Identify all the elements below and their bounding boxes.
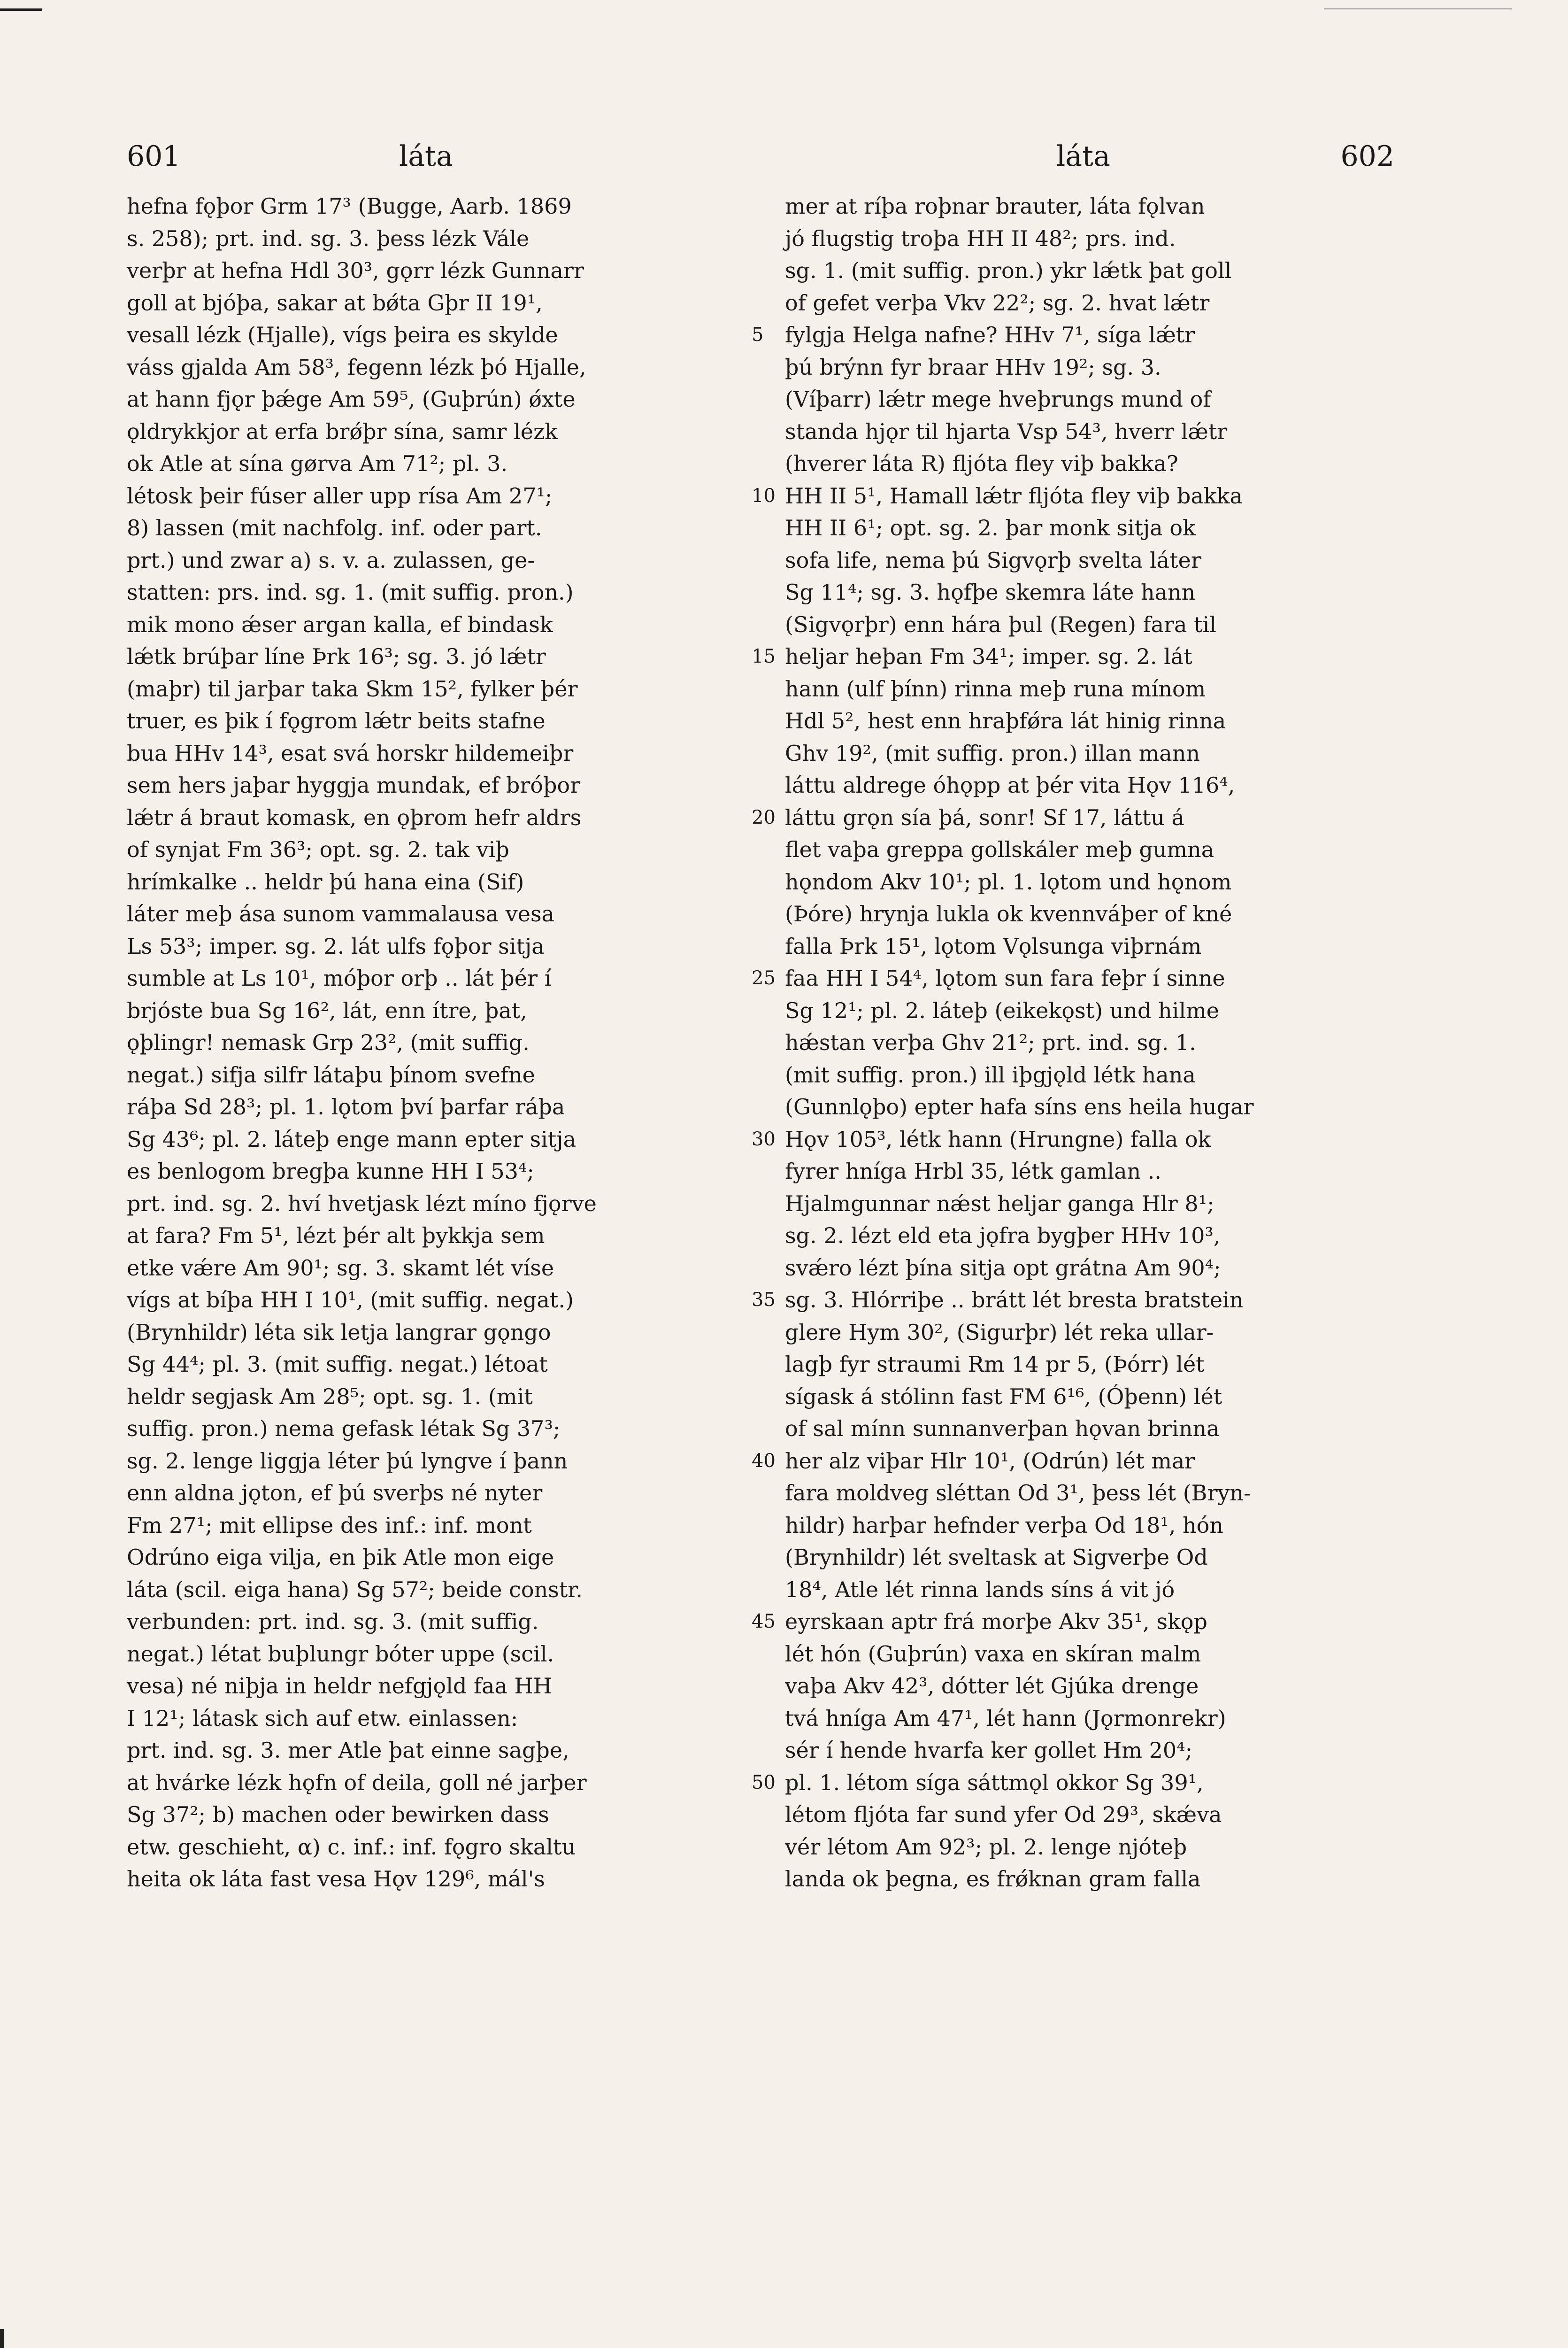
line-number: 45 [752, 1611, 776, 1632]
text-line: Ls 53³; imper. sg. 2. lát ulfs fǫþor sitja [127, 933, 545, 959]
text-line: etw. geschieht, α) c. inf.: inf. fǫgro skaltu [127, 1834, 576, 1860]
text-line: of sal mínn sunnanverþan hǫvan brinna [785, 1416, 1220, 1441]
left-text-column [127, 190, 740, 1895]
text-line: ok Atle at sína gørva Am 71²; pl. 3. [127, 451, 508, 476]
text-line: hǫndom Akv 10¹; pl. 1. lǫtom und hǫnom [785, 869, 1232, 895]
text-line: heljar heþan Fm 34¹; imper. sg. 2. lát [785, 644, 1192, 669]
line-number: 15 [752, 646, 776, 667]
text-line: sér í hende hvarfa ker gollet Hm 20⁴; [785, 1738, 1193, 1763]
text-line: Sg 11⁴; sg. 3. hǫfþe skemra láte hann [785, 579, 1196, 605]
text-line: tvá hníga Am 47¹, lét hann (Jǫrmonrekr) [785, 1705, 1226, 1731]
line-number: 30 [752, 1128, 776, 1150]
text-line: sem hers jaþar hyggja mundak, ef bróþor [127, 772, 581, 798]
text-line: at hvárke lézk hǫfn of deila, goll né jarþer [127, 1769, 587, 1795]
text-line: láttu grǫn sía þá, sonr! Sf 17, láttu á [785, 804, 1184, 830]
text-line: verþr at hefna Hdl 30³, gǫrr lézk Gunnarr [127, 258, 584, 283]
text-line: truer, es þik í fǫgrom lǽtr beits stafne [127, 708, 546, 734]
text-line: (Brynhildr) léta sik letja langrar gǫngo [127, 1319, 551, 1345]
text-line: bua HHv 14³, esat svá horskr hildemeiþr [127, 740, 574, 766]
text-line: sg. 2. lenge liggja léter þú lyngve í þann [127, 1448, 568, 1474]
text-line: (hverer láta R) fljóta fley viþ bakka? [785, 451, 1178, 476]
text-line: létom fljóta far sund yfer Od 29³, skǽva [785, 1802, 1222, 1827]
text-line: vígs at bíþa HH I 10¹, (mit suffig. negat.) [127, 1287, 574, 1313]
text-line: jó flugstig troþa HH II 48²; prs. ind. [785, 225, 1176, 251]
text-line: glere Hym 30², (Sigurþr) lét reka ullar- [785, 1319, 1214, 1345]
top-edge-rule [0, 8, 42, 11]
text-line: fara moldveg sléttan Od 3¹, þess lét (Bryn- [785, 1480, 1251, 1506]
text-line: sg. 2. lézt eld eta jǫfra bygþer HHv 10³, [785, 1223, 1221, 1248]
page-number-right: 602 [1340, 140, 1394, 173]
line-number: 50 [752, 1771, 776, 1793]
text-line: faa HH I 54⁴, lǫtom sun fara feþr í sinne [785, 965, 1225, 991]
text-line: verbunden: prt. ind. sg. 3. (mit suffig. [127, 1609, 539, 1634]
text-line: prt. ind. sg. 3. mer Atle þat einne sagþe, [127, 1738, 569, 1763]
bottom-edge-mark [0, 2329, 4, 2348]
text-line: Hdl 5², hest enn hraþfǿra lát hinig rinna [785, 708, 1226, 734]
text-line: suffig. pron.) nema gefask létak Sg 37³; [127, 1416, 561, 1441]
text-line: negat.) sifja silfr látaþu þínom svefne [127, 1062, 535, 1088]
text-line: vesall lézk (Hjalle), vígs þeira es skylde [127, 322, 558, 348]
text-line: fylgja Helga nafne? HHv 7¹, síga lǽtr [785, 322, 1195, 348]
text-line: es benlogom bregþa kunne HH I 53⁴; [127, 1159, 534, 1184]
text-line: vesa) né niþja in heldr nefgjǫld faa HH [127, 1673, 552, 1699]
text-line: prt.) und zwar a) s. v. a. zulassen, ge- [127, 547, 535, 573]
text-line: ráþa Sd 28³; pl. 1. lǫtom því þarfar ráþa [127, 1094, 565, 1120]
page-number-left: 601 [127, 140, 181, 173]
text-line: enn aldna jǫton, ef þú sverþs né nyter [127, 1480, 543, 1506]
text-line: heita ok láta fast vesa Hǫv 129⁶, mál's [127, 1866, 545, 1892]
running-headword-left: láta [399, 140, 453, 173]
text-line: at fara? Fm 5¹, lézt þér alt þykkja sem [127, 1223, 545, 1248]
text-line: eyrskaan aptr frá morþe Akv 35¹, skǫp [785, 1609, 1207, 1634]
text-line: fyrer hníga Hrbl 35, létk gamlan .. [785, 1159, 1161, 1184]
text-line: at hann fjǫr þǽge Am 59⁵, (Guþrún) ǿxte [127, 386, 576, 412]
text-line: statten: prs. ind. sg. 1. (mit suffig. pron.) [127, 579, 574, 605]
text-line: mer at ríþa roþnar brauter, láta fǫlvan [785, 193, 1205, 219]
text-line: etke vǽre Am 90¹; sg. 3. skamt lét víse [127, 1255, 554, 1281]
text-line: landa ok þegna, es frǿknan gram falla [785, 1866, 1201, 1892]
text-line: hann (ulf þínn) rinna meþ runa mínom [785, 676, 1206, 702]
text-line: ǫþlingr! nemask Grp 23², (mit suffig. [127, 1030, 530, 1055]
text-line: ǫldrykkjor at erfa brǿþr sína, samr lézk [127, 418, 558, 444]
text-line: heldr segjask Am 28⁵; opt. sg. 1. (mit [127, 1383, 533, 1409]
text-line: vaþa Akv 42³, dótter lét Gjúka drenge [785, 1673, 1199, 1699]
text-line: hǽstan verþa Ghv 21²; prt. ind. sg. 1. [785, 1030, 1196, 1055]
text-line: 8) lassen (mit nachfolg. inf. oder part. [127, 515, 542, 541]
text-line: of synjat Fm 36³; opt. sg. 2. tak viþ [127, 837, 509, 862]
text-line: lǽtk brúþar líne Þrk 16³; sg. 3. jó lǽtr [127, 644, 546, 669]
text-line: (Þóre) hrynja lukla ok kvennváþer of kné [785, 901, 1232, 927]
text-line: þú brýnn fyr braar HHv 19²; sg. 3. [785, 354, 1161, 380]
text-line: (Sigvǫrþr) enn hára þul (Regen) fara til [785, 611, 1216, 637]
text-line: Sg 43⁶; pl. 2. láteþ enge mann epter sitja [127, 1126, 576, 1152]
line-number: 40 [752, 1450, 776, 1472]
text-line: hildr) harþar hefnder verþa Od 18¹, hón [785, 1512, 1223, 1538]
line-number: 25 [752, 967, 776, 989]
text-line: (Brynhildr) lét sveltask at Sigverþe Od [785, 1545, 1208, 1570]
line-number: 10 [752, 485, 776, 507]
text-line: svǽro lézt þína sitja opt grátna Am 90⁴; [785, 1255, 1221, 1281]
line-number: 35 [752, 1289, 776, 1311]
top-edge-rule-right [1324, 8, 1512, 9]
text-line: brjóste bua Sg 16², lát, enn ítre, þat, [127, 997, 527, 1023]
text-line: pl. 1. létom síga sáttmǫl okkor Sg 39¹, [785, 1769, 1204, 1795]
text-line: váss gjalda Am 58³, fegenn lézk þó Hjalle, [127, 354, 586, 380]
text-line: vér létom Am 92³; pl. 2. lenge njóteþ [785, 1834, 1187, 1860]
text-line: (Gunnlǫþo) epter hafa síns ens heila hugar [785, 1094, 1254, 1120]
text-line: hefna fǫþor Grm 17³ (Bugge, Aarb. 1869 [127, 193, 572, 219]
text-line: HH II 5¹, Hamall lǽtr fljóta fley viþ bakka [785, 483, 1243, 509]
text-line: Sg 44⁴; pl. 3. (mit suffig. negat.) létoat [127, 1352, 548, 1377]
text-line: negat.) létat buþlungr bóter uppe (scil. [127, 1641, 554, 1667]
text-line: goll at bjóþa, sakar at bǿta Gþr II 19¹, [127, 290, 543, 316]
right-text-column [785, 190, 1398, 1895]
text-line: láta (scil. eiga hana) Sg 57²; beide constr. [127, 1576, 583, 1602]
text-line: Hjalmgunnar nǽst heljar ganga Hlr 8¹; [785, 1190, 1214, 1216]
text-line: hrímkalke .. heldr þú hana eina (Sif) [127, 869, 524, 895]
page-header [127, 135, 1394, 178]
text-line: her alz viþar Hlr 10¹, (Odrún) lét mar [785, 1448, 1195, 1474]
line-number: 20 [752, 806, 776, 828]
text-line: lét hón (Guþrún) vaxa en skíran malm [785, 1641, 1201, 1667]
text-line: lǽtr á braut komask, en ǫþrom hefr aldrs [127, 804, 582, 830]
text-line: mik mono ǽser argan kalla, ef bindask [127, 611, 553, 637]
text-line: I 12¹; látask sich auf etw. einlassen: [127, 1705, 518, 1731]
text-line: falla Þrk 15¹, lǫtom Vǫlsunga viþrnám [785, 933, 1202, 959]
text-line: (Víþarr) lǽtr mege hveþrungs mund of [785, 386, 1211, 412]
text-line: Ghv 19², (mit suffig. pron.) illan mann [785, 740, 1200, 766]
text-line: láttu aldrege óhǫpp at þér vita Hǫv 116⁴, [785, 772, 1235, 798]
text-line: sg. 3. Hlórriþe .. brátt lét bresta bratstein [785, 1287, 1244, 1313]
text-line: lagþ fyr straumi Rm 14 pr 5, (Þórr) lét [785, 1352, 1205, 1377]
text-line: láter meþ ása sunom vammalausa vesa [127, 901, 554, 927]
text-line: Sg 37²; b) machen oder bewirken dass [127, 1802, 549, 1827]
text-line: standa hjǫr til hjarta Vsp 54³, hverr lǽtr [785, 418, 1228, 444]
text-line: HH II 6¹; opt. sg. 2. þar monk sitja ok [785, 515, 1196, 541]
running-headword-right: láta [1056, 140, 1110, 173]
text-line: sígask á stólinn fast FM 6¹⁶, (Óþenn) lét [785, 1383, 1222, 1409]
text-line: 18⁴, Atle lét rinna lands síns á vit jó [785, 1576, 1175, 1602]
text-line: sofa life, nema þú Sigvǫrþ svelta láter [785, 547, 1201, 573]
text-line: prt. ind. sg. 2. hví hvetjask lézt míno fjǫrve [127, 1190, 597, 1216]
line-number: 5 [752, 324, 764, 346]
text-line: (maþr) til jarþar taka Skm 15², fylker þér [127, 676, 578, 702]
text-line: s. 258); prt. ind. sg. 3. þess lézk Vále [127, 225, 530, 251]
text-line: létosk þeir fúser aller upp rísa Am 27¹; [127, 483, 553, 509]
text-line: sg. 1. (mit suffig. pron.) ykr lǽtk þat goll [785, 258, 1232, 283]
text-line: (mit suffig. pron.) ill iþgjǫld létk hana [785, 1062, 1196, 1088]
text-line: Sg 12¹; pl. 2. láteþ (eikekǫst) und hilme [785, 997, 1219, 1023]
text-line: flet vaþa greppa gollskáler meþ gumna [785, 837, 1214, 862]
text-line: Odrúno eiga vilja, en þik Atle mon eige [127, 1545, 554, 1570]
text-line: of gefet verþa Vkv 22²; sg. 2. hvat lǽtr [785, 290, 1210, 316]
text-line: Fm 27¹; mit ellipse des inf.: inf. mont [127, 1512, 532, 1538]
text-line: sumble at Ls 10¹, móþor orþ .. lát þér í [127, 965, 552, 991]
text-line: Hǫv 105³, létk hann (Hrungne) falla ok [785, 1126, 1211, 1152]
